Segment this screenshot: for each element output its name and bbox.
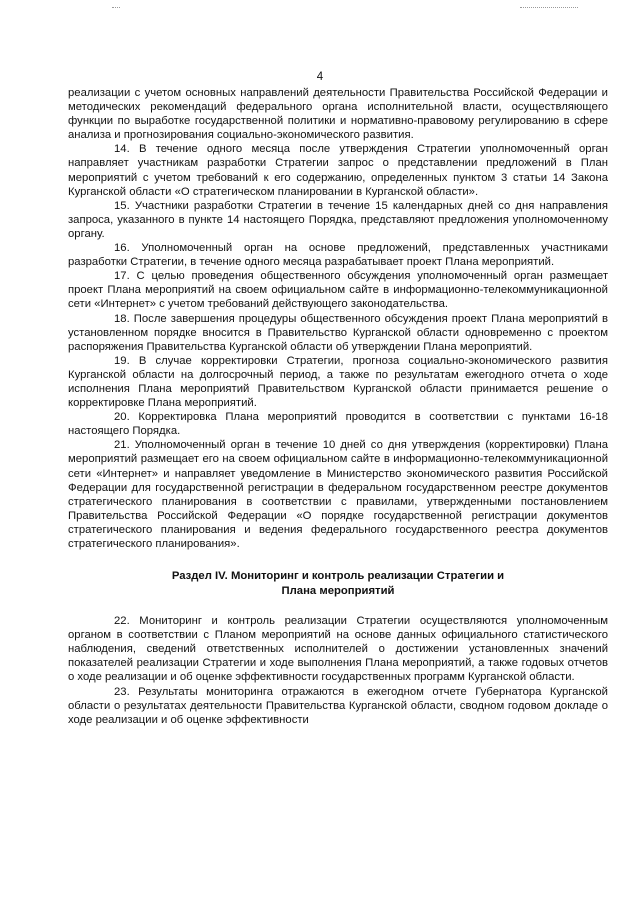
scan-artifact [112,7,120,8]
paragraph-18: 18. После завершения процедуры общественного обсуждения проект Плана мероприятий в установленном порядке вносится в Правительство Курганской области одновременно с проектом распоряжения Правительства Курганской области об утверждении Плана мероприятий. [68,312,608,353]
paragraph-14: 14. В течение одного месяца после утверждения Стратегии уполномоченный орган направляет участникам разработки Стратегии запрос о представлении предложений в План мероприятий с учетом требований к его содержанию, определенных пунктом 3 статьи 14 Закона Курганской области «О стратегическом планировании в Курганской области». [68,143,608,198]
paragraph-19: 19. В случае корректировки Стратегии, прогноза социально-экономического развития Курганской области на долгосрочный период, а также по результатам ежегодного отчета о ходе исполнения Плана мероприятий Правительством Курганской области принимается решение о корректировке Плана мероприятий. [68,354,608,410]
document-body [68,86,608,727]
paragraph-15: 15. Участники разработки Стратегии в течение 15 календарных дней со дня направления запроса, указанного в пункте 14 настоящего Порядка, представляют предложения уполномоченному органу. [68,199,608,240]
paragraph-23: 23. Результаты мониторинга отражаются в ежегодном отчете Губернатора Курганской области о результатах деятельности Правительства Курганской области, сводном годовом докладе о ходе реализации и об оценке эффективности [68,685,608,726]
intro-paragraph: реализации с учетом основных направлений деятельности Правительства Российской Федерации и методических рекомендаций федерального органа исполнительной власти, осуществляющего функции по выработке государственной политики и нормативно-правовому регулированию в сфере анализа и прогнозирования социально-экономического развития. [68,87,608,142]
section-title-line-2: Плана мероприятий [281,584,395,597]
paragraph-20: 20. Корректировка Плана мероприятий проводится в соответствии с пунктами 16-18 настоящего Порядка. [68,411,608,438]
scan-artifact [520,7,578,8]
paragraph-21: 21. Уполномоченный орган в течение 10 дней со дня утверждения (корректировки) Плана мероприятий размещает его на своем официальном сайте в информационно-телекоммуникационной сети «Интернет» и направляет уведомление в Министерство экономического развития Российской Федерации для государственной регистрации в федеральном государственном реестре документов стратегического планирования в соответствии с правилами, утвержденными постановлением Правительства Российской Федерации «О порядке государственной регистрации документов стратегического планирования и ведения федерального государственного реестра документов стратегического планирования». [68,439,608,550]
section-title-line-1: Раздел IV. Мониторинг и контроль реализации Стратегии и [171,570,505,583]
paragraph-22: 22. Мониторинг и контроль реализации Стратегии осуществляются уполномоченным органом в соответствии с Планом мероприятий на основе данных официального статистического наблюдения, сведений ответственных исполнителей о достижении установленных значений показателей реализации Стратегии и ходе выполнения Плана мероприятий, а также годовых отчетов о ходе реализации и об оценке эффективности государственных программ Курганской области. [68,615,608,684]
page-number: 4 [316,71,324,83]
paragraph-16: 16. Уполномоченный орган на основе предложений, представленных участниками разработки Стратегии, в течение одного месяца разрабатывает проект Плана мероприятий. [68,242,608,269]
section-heading [68,569,608,598]
paragraph-17: 17. С целью проведения общественного обсуждения уполномоченный орган размещает проект Плана мероприятий на своем официальном сайте в информационно-телекоммуникационной сети «Интернет» с учетом требований действующего законодательства. [68,270,608,311]
